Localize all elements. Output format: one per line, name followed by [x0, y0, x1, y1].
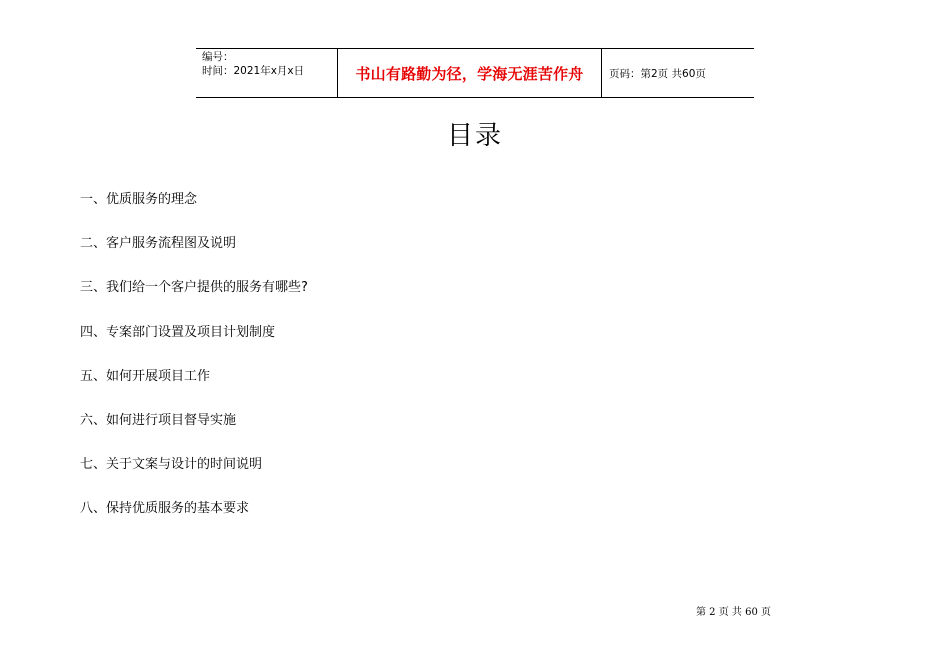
toc-item[interactable]: 一、优质服务的理念 [80, 192, 198, 207]
table-of-contents [80, 190, 308, 544]
toc-item[interactable]: 六、如何进行项目督导实施 [80, 412, 237, 428]
header-page-cell [602, 49, 754, 97]
toc-item[interactable]: 五、如何开展项目工作 [80, 368, 211, 384]
header-meta-cell [196, 49, 338, 97]
toc-item[interactable]: 二、客户服务流程图及说明 [80, 236, 237, 252]
page-title: 目录 [446, 121, 503, 151]
header-motto: 书山有路勤为径，学海无涯苦作舟 [355, 64, 584, 83]
header-page-code: 页码：第2页 共60页 [609, 67, 706, 80]
toc-item[interactable]: 七、关于文案与设计的时间说明 [80, 457, 263, 473]
toc-item[interactable]: 八、保持优质服务的基本要求 [80, 501, 250, 517]
page-footer: 第 2 页 共 60 页 [696, 607, 771, 618]
document-number-label: 编号： [202, 51, 234, 63]
toc-item[interactable]: 三、我们给一个客户提供的服务有哪些? [80, 280, 308, 296]
document-header [196, 48, 754, 98]
document-date: 时间：2021年x月x日 [202, 65, 305, 77]
toc-item[interactable]: 四、专案部门设置及项目计划制度 [80, 324, 276, 340]
header-motto-cell [338, 49, 602, 97]
